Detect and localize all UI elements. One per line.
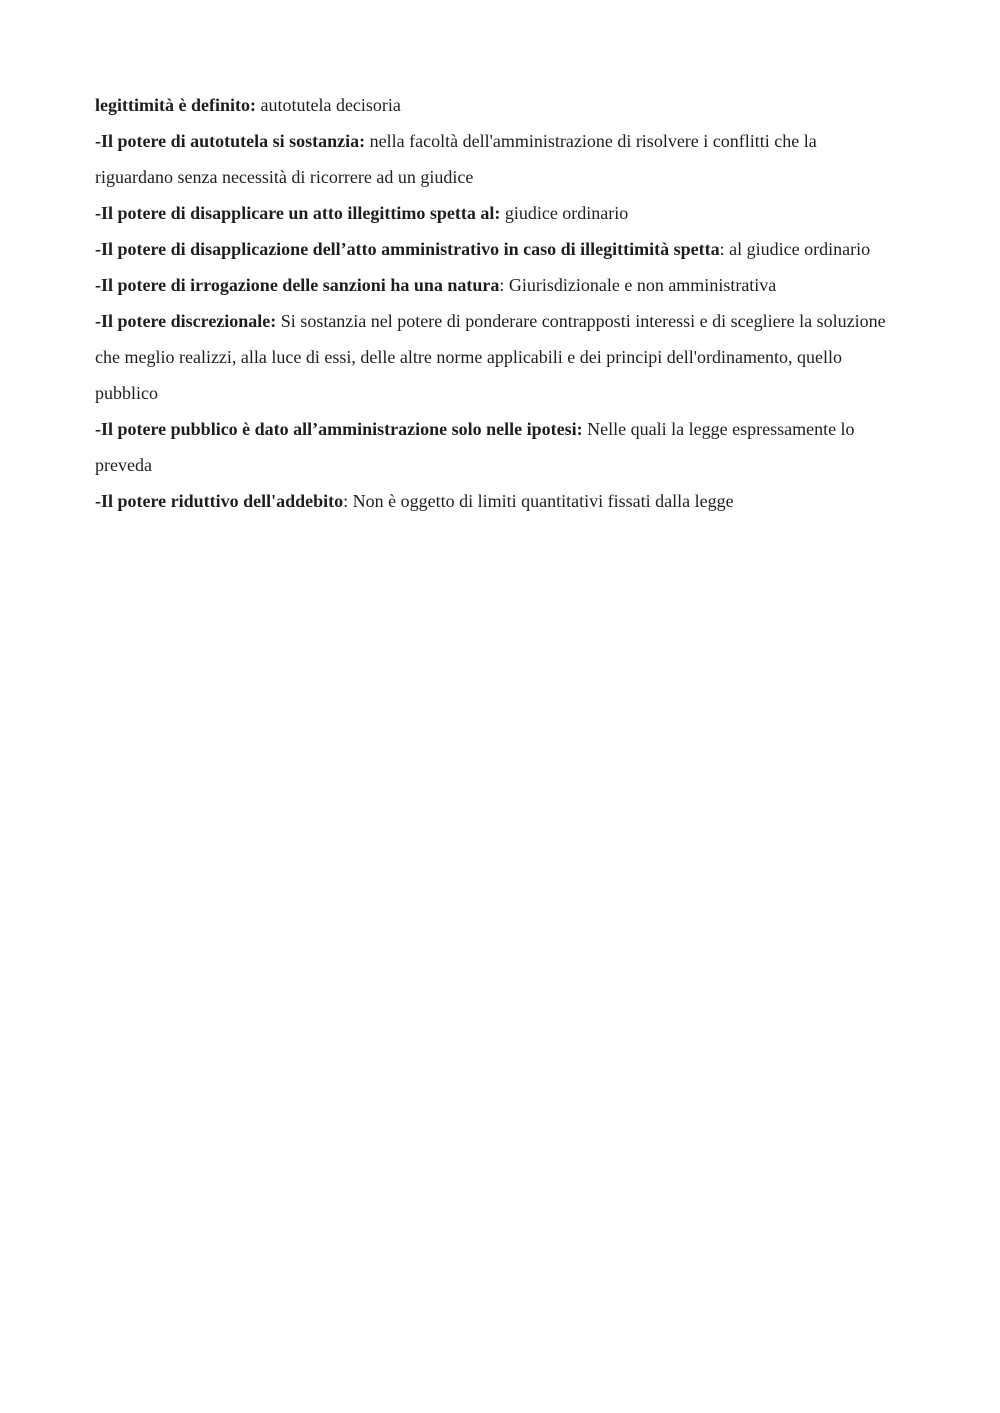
entry-disapplicare bbox=[95, 195, 895, 231]
entry-potere-pubblico bbox=[95, 411, 895, 483]
entry-term: legittimità è definito: bbox=[95, 95, 256, 115]
entry-riduttivo bbox=[95, 483, 895, 519]
entry-disapplicazione bbox=[95, 231, 895, 267]
entry-definition: Nelle quali la legge espressamente lo preveda bbox=[95, 419, 855, 475]
entry-definition: giudice ordinario bbox=[500, 203, 629, 223]
entry-term: -Il potere pubblico è dato all’amministrazione solo nelle ipotesi: bbox=[95, 419, 583, 439]
entry-definition: autotutela decisoria bbox=[255, 95, 401, 115]
entry-definition: : Giurisdizionale e non amministrativa bbox=[499, 275, 777, 295]
entry-term: -Il potere di autotutela si sostanzia: bbox=[95, 131, 366, 151]
entry-term: -Il potere discrezionale: bbox=[95, 311, 277, 331]
entry-irrogazione bbox=[95, 267, 895, 303]
entry-term: -Il potere di disapplicare un atto illegittimo spetta al: bbox=[95, 203, 501, 223]
entry-term: -Il potere di disapplicazione dell’atto amministrativo in caso di illegittimità spetta bbox=[95, 239, 720, 259]
entry-discrezionale bbox=[95, 303, 895, 411]
entry-definition: Si sostanzia nel potere di ponderare contrapposti interessi e di scegliere la soluzione che meglio realizzi, alla luce di essi, delle altre norme applicabili e dei principi dell'ordinamento, quello pubblico bbox=[95, 311, 886, 403]
entry-definition: : al giudice ordinario bbox=[719, 239, 871, 259]
document-body bbox=[95, 87, 895, 519]
entry-legittimita bbox=[95, 87, 895, 123]
entry-definition: : Non è oggetto di limiti quantitativi fissati dalla legge bbox=[343, 491, 734, 511]
entry-definition: nella facoltà dell'amministrazione di risolvere i conflitti che la riguardano senza necessità di ricorrere ad un giudice bbox=[95, 131, 817, 187]
entry-autotutela bbox=[95, 123, 895, 195]
entry-term: -Il potere riduttivo dell'addebito bbox=[95, 491, 344, 511]
entry-term: -Il potere di irrogazione delle sanzioni ha una natura bbox=[95, 275, 500, 295]
